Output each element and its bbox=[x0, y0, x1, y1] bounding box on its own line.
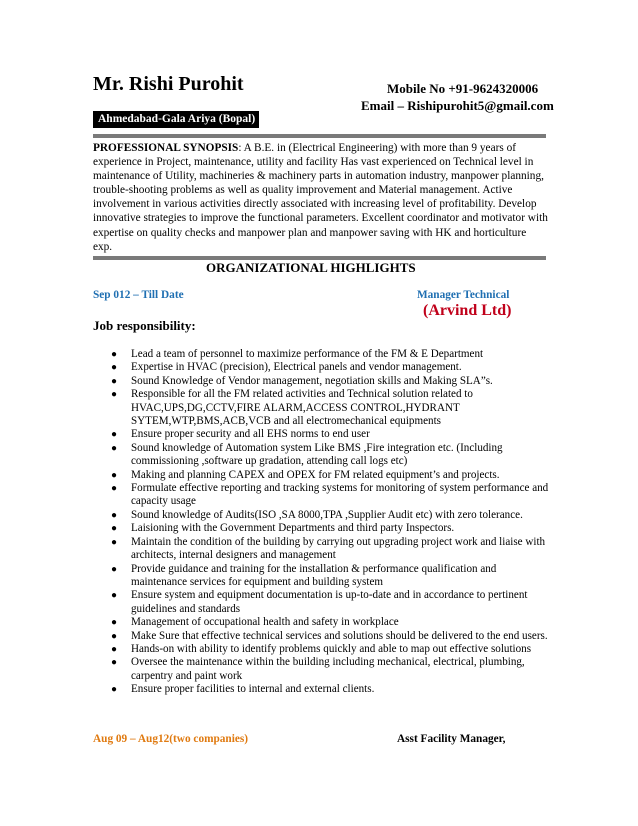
job1-period: Sep 012 – Till Date bbox=[93, 289, 184, 301]
responsibility-item bbox=[111, 442, 551, 469]
responsibility-text: Making and planning CAPEX and OPEX for FM related equipment’s and projects. bbox=[131, 468, 500, 481]
responsibility-item bbox=[111, 375, 551, 388]
responsibility-text: Ensure proper facilities to internal and external clients. bbox=[131, 683, 375, 696]
bullet-icon: ● bbox=[111, 389, 118, 401]
responsibility-text: Management of occupational health and safety in workplace bbox=[131, 616, 399, 629]
bullet-icon: ● bbox=[111, 362, 118, 374]
responsibility-item bbox=[111, 683, 551, 696]
responsibility-text: Ensure proper security and all EHS norms to end user bbox=[131, 428, 370, 441]
bullet-icon: ● bbox=[111, 630, 118, 642]
bullet-icon: ● bbox=[111, 509, 118, 521]
responsibility-text: Maintain the condition of the building by carrying out upgrading project work and liaise with architects, internal designers and management bbox=[131, 535, 546, 562]
bullet-icon: ● bbox=[111, 563, 118, 575]
location-badge: Ahmedabad-Gala Ariya (Bopal) bbox=[93, 111, 259, 128]
bullet-icon: ● bbox=[111, 469, 118, 481]
bullet-icon: ● bbox=[111, 536, 118, 548]
job-responsibility-heading: Job responsibility: bbox=[93, 318, 196, 333]
responsibility-text: Sound Knowledge of Vendor management, negotiation skills and Making SLA”s. bbox=[131, 374, 493, 387]
responsibility-item bbox=[111, 469, 551, 482]
responsibility-text: Oversee the maintenance within the building including mechanical, electrical, plumbing, carpentry and paint work bbox=[131, 656, 525, 682]
job2-period: Aug 09 – Aug12(two companies) bbox=[93, 733, 249, 745]
bullet-icon: ● bbox=[111, 684, 118, 696]
bullet-icon: ● bbox=[111, 429, 118, 441]
responsibility-text: Hands-on with ability to identify problems quickly and able to map out effective solutions bbox=[131, 642, 532, 655]
candidate-name: Mr. Rishi Purohit bbox=[93, 73, 244, 95]
responsibility-list bbox=[111, 348, 551, 697]
job1-role: Manager Technical bbox=[417, 289, 510, 301]
bullet-icon: ● bbox=[111, 523, 118, 535]
responsibility-item bbox=[111, 348, 551, 361]
job1-company: (Arvind Ltd) bbox=[423, 302, 512, 319]
section-divider-top bbox=[93, 134, 546, 138]
bullet-icon: ● bbox=[111, 483, 118, 495]
bullet-icon: ● bbox=[111, 375, 118, 387]
responsibility-item bbox=[111, 428, 551, 441]
synopsis-text: : A B.E. in (Electrical Engineering) with more than 9 years of experience in Project, maintenance, utility and facility Has vast experienced on Technical level in maintenance of Utility, machineries & machinery parts in automation industry, manpower planning, trouble-shooting problems as well as quality improvement and Material management. Active involvement in various activities directly associated with increasing level of profitability. Develop innovative strategies to improve the functional parameters. Excellent coordinator and motivator with expertise on quality checks and manpower plan and manpower saving with HK and horticulture exp. bbox=[93, 142, 548, 253]
job2-role: Asst Facility Manager, bbox=[397, 733, 506, 745]
responsibility-text: Formulate effective reporting and tracking systems for monitoring of system performance and capacity usage bbox=[131, 482, 549, 508]
responsibility-text: Sound knowledge of Audits(ISO ,SA 8000,TPA ,Supplier Audit etc) with zero tolerance. bbox=[131, 508, 523, 521]
bullet-icon: ● bbox=[111, 643, 118, 655]
responsibility-text: Provide guidance and training for the installation & performance qualification and maintenance services for equipment and building system bbox=[131, 562, 497, 588]
responsibility-text: Ensure system and equipment documentation is up-to-date and in accordance to pertinent guidelines and standards bbox=[131, 589, 528, 615]
responsibility-item bbox=[111, 616, 551, 629]
responsibility-item bbox=[111, 388, 551, 428]
responsibility-item bbox=[111, 536, 551, 563]
responsibility-item bbox=[111, 509, 551, 522]
responsibility-item bbox=[111, 630, 551, 643]
responsibility-item bbox=[111, 482, 551, 509]
responsibility-item bbox=[111, 522, 551, 535]
responsibility-text: Sound knowledge of Automation system Like BMS ,Fire integration etc. (Including commissioning ,software up gradation, attending call logs etc) bbox=[131, 441, 503, 468]
bullet-icon: ● bbox=[111, 442, 118, 454]
responsibility-item bbox=[111, 643, 551, 656]
bullet-icon: ● bbox=[111, 349, 118, 360]
responsibility-text: Make Sure that effective technical services and solutions should be delivered to the end users. bbox=[131, 629, 548, 642]
responsibility-text: Expertise in HVAC (precision), Electrical panels and vendor management. bbox=[131, 361, 462, 374]
bullet-icon: ● bbox=[111, 590, 118, 602]
bullet-icon: ● bbox=[111, 657, 118, 669]
responsibility-item bbox=[111, 656, 551, 683]
organizational-highlights-title: ORGANIZATIONAL HIGHLIGHTS bbox=[206, 260, 416, 275]
synopsis-label: PROFESSIONAL SYNOPSIS bbox=[93, 142, 239, 154]
responsibility-item bbox=[111, 361, 551, 374]
responsibility-text: Responsible for all the FM related activities and Technical solution related to HVAC,UPS,DG,CCTV,FIRE ALARM,ACCESS CONTROL,HYDRANT SYTEM,WTP,BMS,ACB,VCB and all electromechanical equipments bbox=[131, 388, 473, 428]
responsibility-text: Lead a team of personnel to maximize performance of the FM & E Department bbox=[131, 348, 484, 360]
professional-synopsis bbox=[93, 141, 548, 254]
responsibility-text: Laisioning with the Government Departments and third party Inspectors. bbox=[131, 522, 455, 535]
mobile-number: Mobile No +91-9624320006 bbox=[387, 81, 539, 96]
responsibility-item bbox=[111, 589, 551, 616]
responsibility-item bbox=[111, 563, 551, 590]
bullet-icon: ● bbox=[111, 617, 118, 629]
email-address: Email – Rishipurohit5@gmail.com bbox=[361, 98, 554, 113]
